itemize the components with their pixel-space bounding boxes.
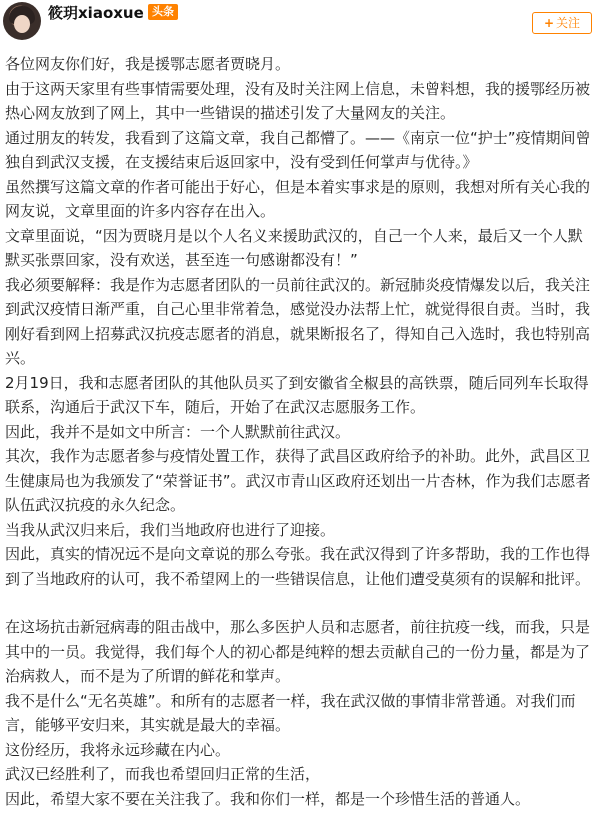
paragraph: 因此，希望大家不要在关注我了。我和你们一样，都是一个珍惜生活的普通人。 [5,789,531,808]
paragraph: 其次，我作为志愿者参与疫情处置工作，获得了武昌区政府给予的补助。此外，武昌区卫生健康局也为我颁发了“荣誉证书”。武汉市青山区政府还划出一片杏林，作为我们志愿者队伍武汉抗疫的永久纪念。 [5,447,591,514]
paragraph: 武汉已经胜利了，而我也希望回归正常的生活， [5,765,321,783]
paragraph: 文章里面说，“因为贾晓月是以个人名义来援助武汉的，自己一个人来，最后又一个人默默买张票回家，没有欢送，甚至连一句感谢都没有！” [5,226,583,269]
paragraph: 因此，我并不是如文中所言：一个人默默前往武汉。 [5,422,351,441]
paragraph: 当我从武汉归来后，我们当地政府也进行了迎接。 [5,520,336,539]
follow-label: 关注 [556,16,581,30]
paragraph: 我必须要解释：我是作为志愿者团队的一员前往武汉的。新冠肺炎疫情爆发以后，我关注到武汉疫情日渐严重，自己心里非常着急，感觉没办法帮上忙，就觉得很自责。当时，我刚好看到网上招募武汉抗疫志愿者的消息，就果断报名了，得知自己入选时，我也特别高兴。 [5,275,591,367]
paragraph: 由于这两天家里有些事情需要处理，没有及时关注网上信息，未曾料想，我的援鄂经历被热心网友放到了网上，其中一些错误的描述引发了大量网友的关注。 [5,79,591,122]
article-body [5,52,597,811]
paragraph: 我不是什么“无名英雄”。和所有的志愿者一样，我在武汉做的事情非常普通。对我们而言，能够平安归来，其实就是最大的幸福。 [5,691,576,734]
post-header [0,0,600,44]
avatar-face [14,15,30,33]
avatar[interactable] [3,2,41,40]
paragraph: 2月19日，我和志愿者团队的其他队员买了到安徽省全椒县的高铁票，随后同列车长取得联系，沟通后于武汉下车，随后，开始了在武汉志愿服务工作。 [5,373,589,416]
paragraph: 通过朋友的转发，我看到了这篇文章，我自己都懵了。——《南京一位“护士”疫情期间曾独自到武汉支援，在支援结束后返回家中，没有受到任何掌声与优待。》 [5,128,591,171]
follow-button[interactable] [532,12,592,34]
paragraph: 虽然撰写这篇文章的作者可能出于好心，但是本着实事求是的原则，我想对所有关心我的网友说，文章里面的许多内容存在出入。 [5,177,591,220]
toutiao-badge: 头条 [148,4,178,20]
username[interactable]: 筱玥xiaoxue [48,4,144,22]
paragraph: 各位网友你们好，我是援鄂志愿者贾晓月。 [5,55,291,73]
paragraph-gap [5,591,597,615]
paragraph: 因此，真实的情况远不是向文章说的那么夸张。我在武汉得到了许多帮助，我的工作也得到了当地政府的认可，我不希望网上的一些错误信息，让他们遭受莫须有的误解和批评。 [5,545,591,588]
paragraph: 这份经历，我将永远珍藏在内心。 [5,740,231,759]
paragraph: 在这场抗击新冠病毒的阻击战中，那么多医护人员和志愿者，前往抗疫一线，而我，只是其中的一员。我觉得，我们每个人的初心都是纯粹的想去贡献自己的一份力量，都是为了治病救人，而不是为了所谓的鲜花和掌声。 [5,618,591,685]
plus-icon: + [543,16,555,30]
